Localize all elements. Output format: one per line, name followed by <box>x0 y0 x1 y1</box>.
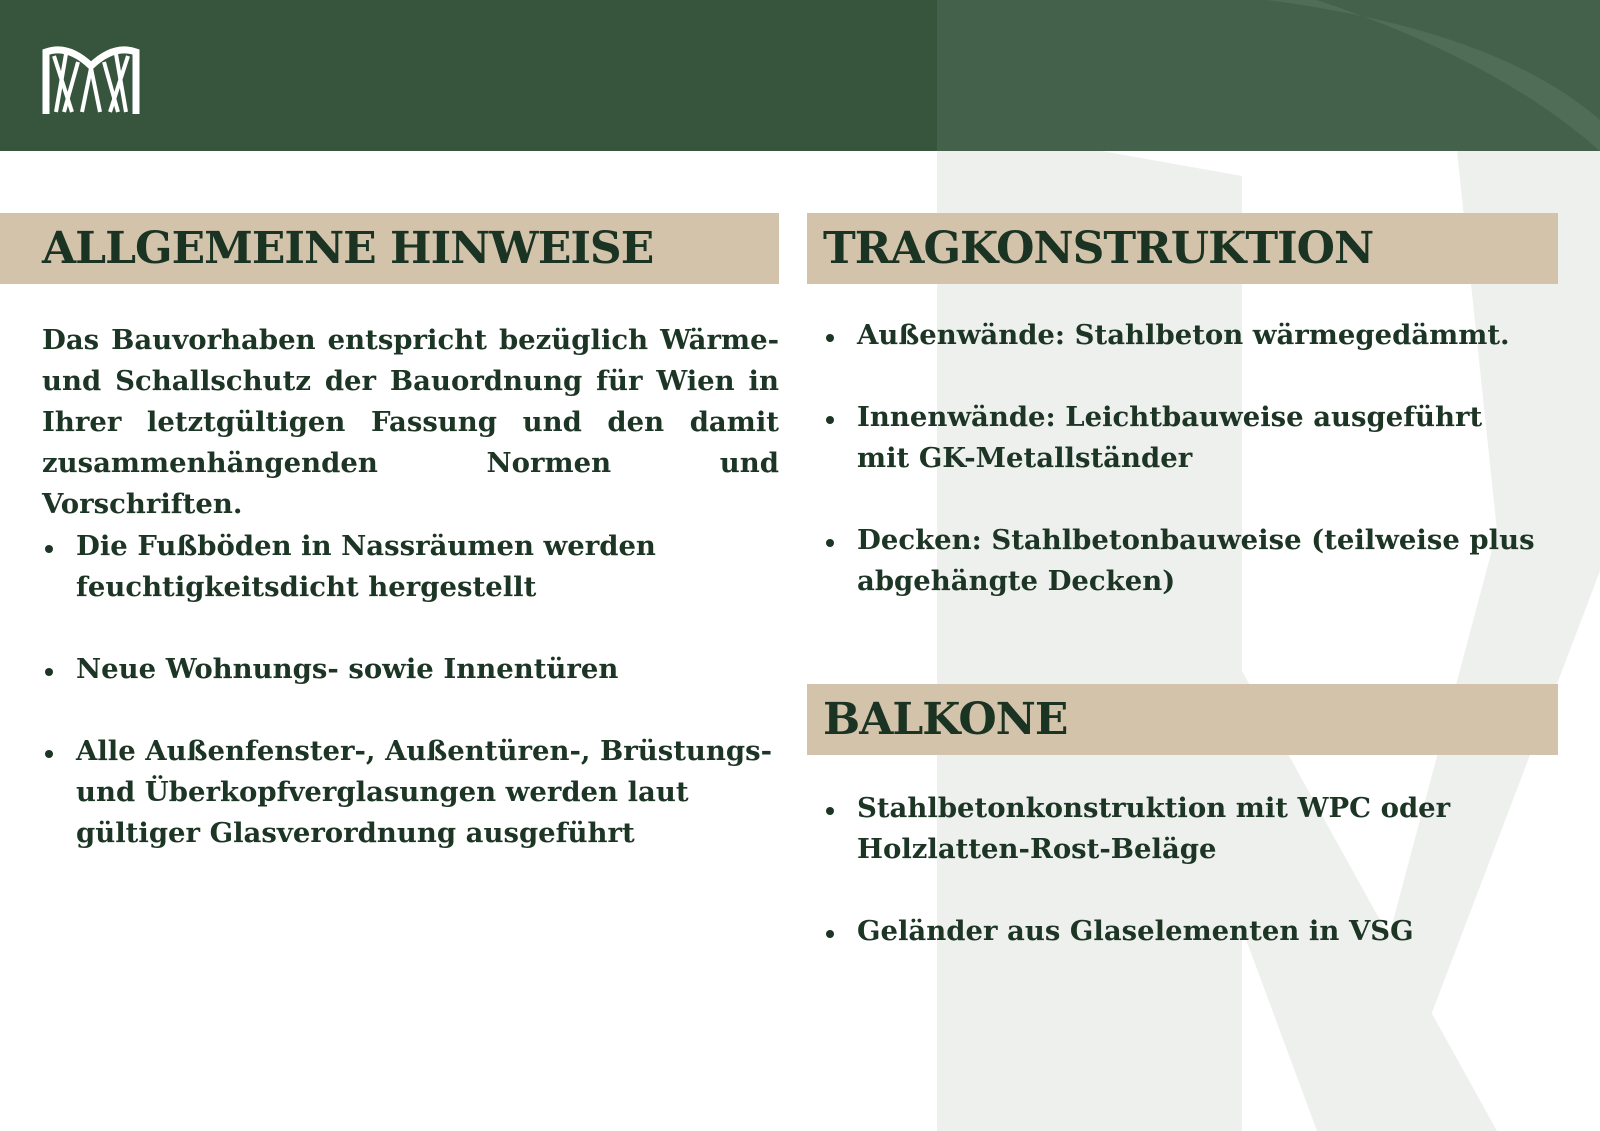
section-heading-tragkonstruktion: TRAGKONSTRUKTION <box>823 223 1374 274</box>
section-heading-allgemeine-hinweise: ALLGEMEINE HINWEISE <box>42 223 654 274</box>
allgemeine-bullet-list <box>42 526 782 895</box>
balkone-bullet-list <box>823 788 1543 993</box>
header-arc-decoration <box>937 0 1600 151</box>
list-item: Außenwände: Stahlbeton wärmegedämmt. <box>823 315 1543 356</box>
section-heading-band-tragkonstruktion <box>807 213 1558 284</box>
arch-logo-icon <box>42 42 140 116</box>
list-item: Geländer aus Glaselementen in VSG <box>823 911 1543 952</box>
header-banner <box>0 0 1600 151</box>
list-item: Alle Außenfenster-, Außentüren-, Brüstungs- und Überkopfverglasungen werden laut gültiger Glasverordnung ausgeführt <box>42 731 782 854</box>
list-item: Stahlbetonkonstruktion mit WPC oder Holzlatten-Rost-Beläge <box>823 788 1543 870</box>
list-item: Decken: Stahlbetonbauweise (teilweise plus abgehängte Decken) <box>823 520 1543 602</box>
list-item: Neue Wohnungs- sowie Innentüren <box>42 649 782 690</box>
list-item: Innenwände: Leichtbauweise ausgeführt mit GK-Metallständer <box>823 397 1543 479</box>
section-heading-balkone: BALKONE <box>823 694 1068 745</box>
section-heading-band-balkone <box>807 684 1558 755</box>
intro-paragraph: Das Bauvorhaben entspricht bezüglich Wärme- und Schallschutz der Bauordnung für Wien in Ihrer letztgültigen Fassung und den damit zusammenhängenden Normen und Vorschriften. <box>42 324 779 520</box>
list-item: Die Fußböden in Nassräumen werden feuchtigkeitsdicht hergestellt <box>42 526 782 608</box>
section-heading-band-allgemeine <box>0 213 779 284</box>
tragkonstruktion-bullet-list <box>823 315 1543 643</box>
